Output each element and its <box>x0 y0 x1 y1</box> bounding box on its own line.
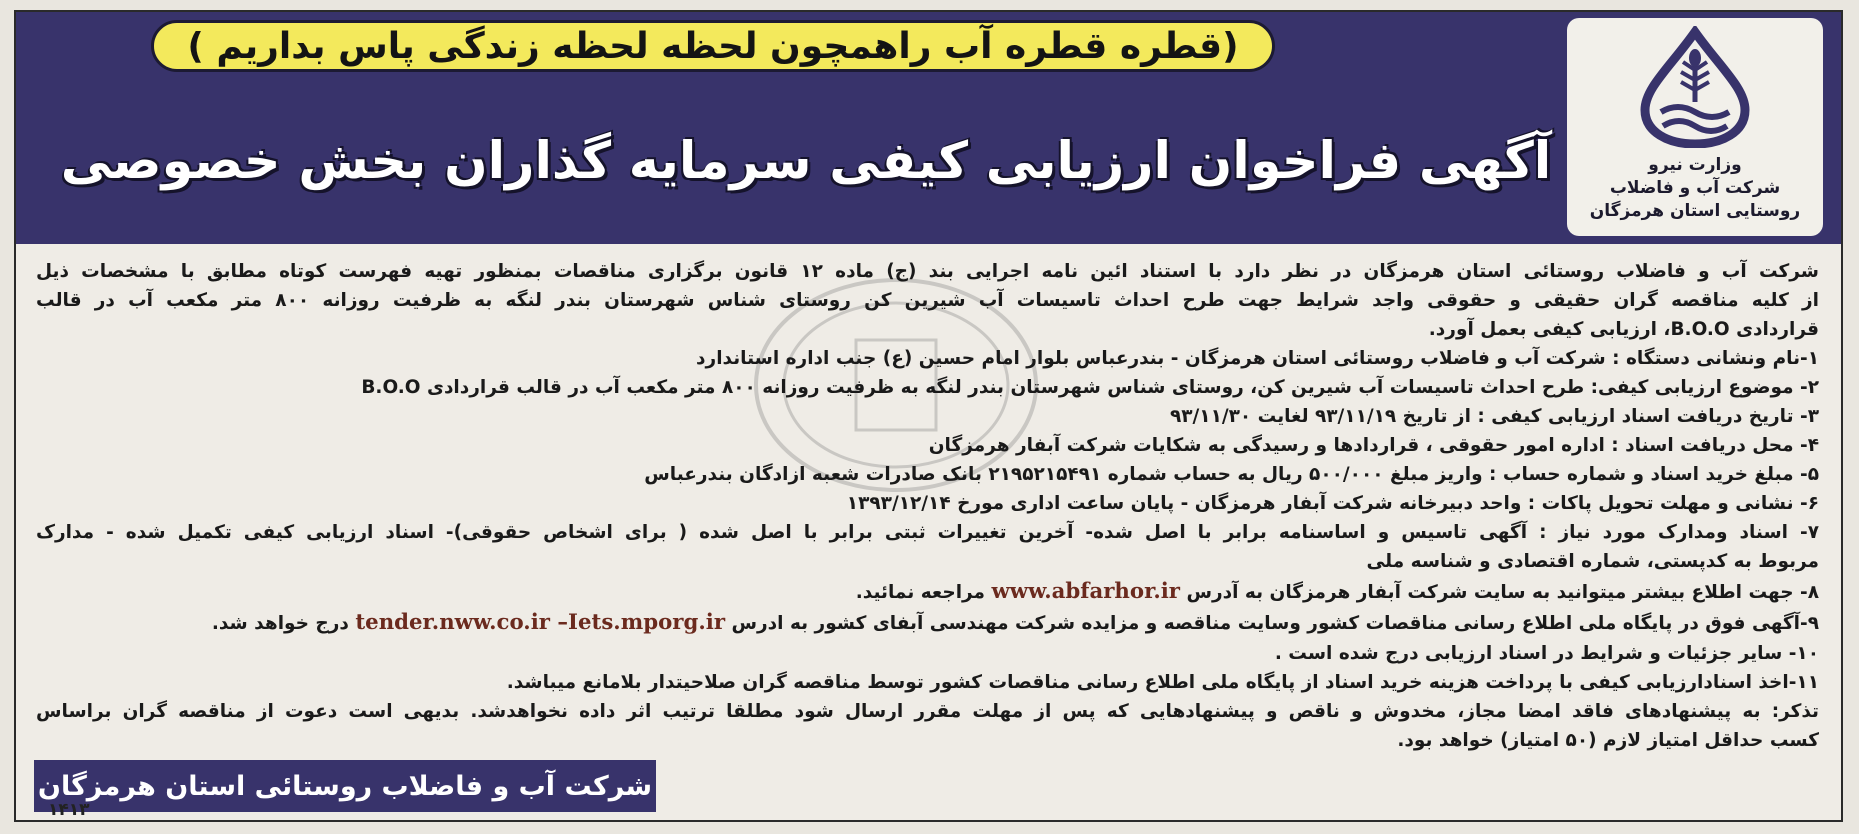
item-8-tail: مراجعه نمائید. <box>855 582 986 603</box>
item-5-payment: ۵- مبلغ خرید اسناد و شماره حساب : واریز مبلغ ۵۰۰/۰۰۰ ریال به حساب شماره ۲۱۹۵۲۱۵۴۹۱ بانک صادرات شعبه ازادگان بندرعباس <box>644 464 1819 485</box>
item-11-obtain: ۱۱-اخذ اسنادارزیابی کیفی با پرداخت هزینه خرید اسناد از پایگاه ملی اطلاع رسانی مناقصات کشور توسط مناقصه گران صلاحیتدار بلامانع میباشد. <box>506 672 1819 693</box>
notice-code: ۱۴۱۳ <box>48 800 90 820</box>
item-10-details: ۱۰- سایر جزئیات و شرایط در اسناد ارزیابی درج شده است . <box>1274 643 1819 664</box>
logo-line-ministry: وزارت نیرو <box>1648 155 1742 175</box>
website-link[interactable]: www.abfarhor.ir <box>991 579 1181 604</box>
item-8-website <box>856 578 1819 606</box>
item-7-documents-cont: مربوط به کدپستی، شماره اقتصادی و شناسه ملی <box>1366 551 1819 572</box>
item-9-text: ۹-آگهی فوق در پایگاه ملی اطلاع رسانی مناقصات کشور وسایت مناقصه و مزایده شرکت مهندسی آبفای کشور به ادرس <box>731 613 1819 634</box>
intro-line-1: شرکت آب و فاضلاب روستائی استان هرمزگان در نظر دارد با استناد ائین نامه اجرایی بند (ج) ماده ۱۲ قانون برگزاری مناقصات بمنظور تهیه فهرست کوتاه مطابق با مشخصات ذیل <box>36 261 1819 282</box>
notice-title: آگهی فراخوان ارزیابی کیفی سرمایه گذاران بخش خصوصی <box>60 131 1552 191</box>
item-3-dates: ۳- تاریخ دریافت اسناد ارزیابی کیفی : از تاریخ ۹۳/۱۱/۱۹ لغایت ۹۳/۱۱/۳۰ <box>1169 406 1819 427</box>
item-2-subject: ۲- موضوع ارزیابی کیفی: طرح احداث تاسیسات آب شیرین کن، روستای شناس شهرستان بندر لنگه به ظرفیت روزانه ۸۰۰ متر مکعب آب در قالب قراردادی B.O.O <box>361 377 1819 398</box>
logo-line-company: شرکت آب و فاضلاب <box>1609 178 1781 198</box>
company-signature-bar: شرکت آب و فاضلاب روستائی استان هرمزگان <box>34 760 656 812</box>
logo-caption <box>1575 154 1815 223</box>
notice-frame <box>14 10 1843 822</box>
item-9-tail: درج خواهد شد. <box>211 613 349 634</box>
item-6-deadline: ۶- نشانی و مهلت تحویل پاکات : واحد دبیرخانه شرکت آبفار هرمزگان - پایان ساعت اداری مورخ ۱۳۹۳/۱۲/۱۴ <box>846 493 1819 514</box>
notice-header <box>16 12 1841 244</box>
slogan-banner: (قطره قطره آب راهمچون لحظه لحظه زندگی پاس بداریم ) <box>151 20 1275 72</box>
item-9-portals <box>212 609 1819 637</box>
note-line-2: کسب حداقل امتیاز لازم (۵۰ امتیاز) خواهد بود. <box>1397 730 1819 751</box>
organization-logo-box <box>1567 18 1823 236</box>
intro-line-3: قراردادی B.O.O، ارزیابی کیفی بعمل آورد. <box>1428 319 1819 340</box>
item-7-documents: ۷- اسناد ومدارک مورد نیاز : آگهی تاسیس و اساسنامه برابر با اصل شده- آخرین تغییرات ثبتی برابر با اصل شده ( برای اشخاص حقوقی)- اسناد ارزیابی کیفی تکمیل شده - مدارک <box>36 522 1819 543</box>
tender-portal-links[interactable]: tender.nww.co.ir –Iets.mporg.ir <box>355 610 726 635</box>
intro-line-2: از کلیه مناقصه گران حقیقی و حقوقی واجد شرایط جهت طرح احداث تاسیسات آب شیرین کن روستای شناس شهرستان بندر لنگه به ظرفیت روزانه ۸۰۰ متر مکعب آب در قالب <box>36 290 1820 311</box>
item-4-location: ۴- محل دریافت اسناد : اداره امور حقوقی ، قراردادها و رسیدگی به شکایات شرکت آبفار هرمزگان <box>928 435 1819 456</box>
item-8-text: ۸- جهت اطلاع بیشتر میتوانید به سایت شرکت آبفار هرمزگان به آدرس <box>1186 582 1819 603</box>
logo-line-province: روستایی استان هرمزگان <box>1589 201 1801 221</box>
item-1-address: ۱-نام ونشانی دستگاه : شرکت آب و فاضلاب روستائی استان هرمزگان - بندرعباس بلوار امام حسین (ع) جنب اداره استاندارد <box>696 348 1819 369</box>
notice-body <box>30 256 1825 816</box>
water-drop-logo-icon <box>1631 26 1759 148</box>
note-line-1: تذکر: به پیشنهادهای فاقد امضا مجاز، مخدوش و ناقص و پیشنهادهایی که پس از مهلت مقرر ارسال شود مطلقا ترتیب اثر داده نخواهدشد. بدیهی است دعوت از مناقصه گران براساس <box>36 701 1819 722</box>
